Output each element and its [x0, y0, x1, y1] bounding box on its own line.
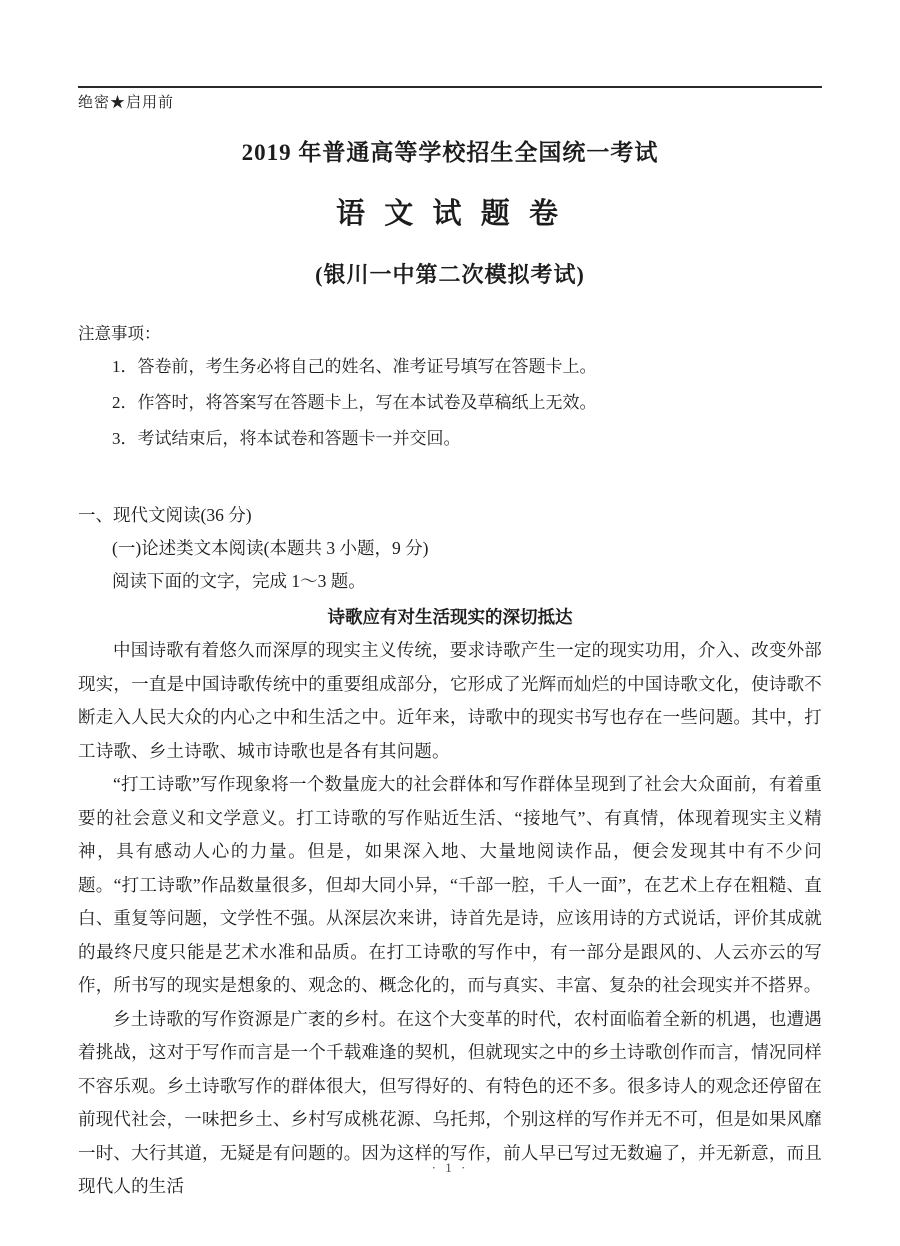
reading-section — [78, 499, 822, 1204]
notice-item: 2．作答时，将答案写在答题卡上，写在本试卷及草稿纸上无效。 — [112, 393, 597, 412]
title-block — [78, 134, 822, 289]
notice-item: 1．答卷前，考生务必将自己的姓名、准考证号填写在答题卡上。 — [112, 357, 597, 376]
notice-section — [78, 319, 822, 457]
notice-item: 3．考试结束后，将本试卷和答题卡一并交回。 — [112, 429, 461, 448]
paper-subtitle: (银川一中第二次模拟考试) — [315, 262, 585, 287]
page-number: · 1 · — [431, 1160, 469, 1175]
exam-title: 2019 年普通高等学校招生全国统一考试 — [241, 140, 659, 165]
reading-instruction: 阅读下面的文字，完成 1～3 题。 — [112, 571, 366, 591]
article-paragraph: 中国诗歌有着悠久而深厚的现实主义传统，要求诗歌产生一定的现实功用，介入、改变外部现实，一直是中国诗歌传统中的重要组成部分，它形成了光辉而灿烂的中国诗歌文化，使诗歌不断走入人民大众的内心之中和生活之中。近年来，诗歌中的现实书写也存在一些问题。其中，打工诗歌、乡土诗歌、城市诗歌也是各有其问题。 — [78, 640, 822, 761]
article-paragraph: 乡土诗歌的写作资源是广袤的乡村。在这个大变革的时代，农村面临着全新的机遇，也遭遇着挑战，这对于写作而言是一个千载难逢的契机，但就现实之中的乡土诗歌创作而言，情况同样不容乐观。乡土诗歌写作的群体很大，但写得好的、有特色的还不多。很多诗人的观念还停留在前现代社会，一味把乡土、乡村写成桃花源、乌托邦，个别这样的写作并无不可，但是如果风靡一时、大行其道，无疑是有问题的。因为这样的写作，前人早已写过无数遍了，并无新意，而且现代人的生活 — [78, 1008, 822, 1196]
paper-title: 语 文 试 题 卷 — [335, 198, 564, 230]
subsection-heading: (一)论述类文本阅读(本题共 3 小题，9 分) — [112, 538, 429, 558]
classification-label: 绝密★启用前 — [78, 95, 175, 111]
article-title: 诗歌应有对生活现实的深切抵达 — [327, 607, 573, 627]
section-heading: 一、现代文阅读(36 分) — [78, 505, 252, 525]
notice-heading: 注意事项： — [78, 324, 161, 343]
article-paragraph: “打工诗歌”写作现象将一个数量庞大的社会群体和写作群体呈现到了社会大众面前，有着重要的社会意义和文学意义。打工诗歌的写作贴近生活、“接地气”、有真情，体现着现实主义精神，具有感动人心的力量。但是，如果深入地、大量地阅读作品，便会发现其中有不少问题。“打工诗歌”作品数量很多，但却大同小异，“千部一腔，千人一面”，在艺术上存在粗糙、直白、重复等问题，文学性不强。从深层次来讲，诗首先是诗，应该用诗的方式说话，评价其成就的最终尺度只能是艺术水准和品质。在打工诗歌的写作中，有一部分是跟风的、人云亦云的写作，所书写的现实是想象的、观念的、概念化的，而与真实、丰富、复杂的社会现实并不搭界。 — [78, 774, 822, 995]
